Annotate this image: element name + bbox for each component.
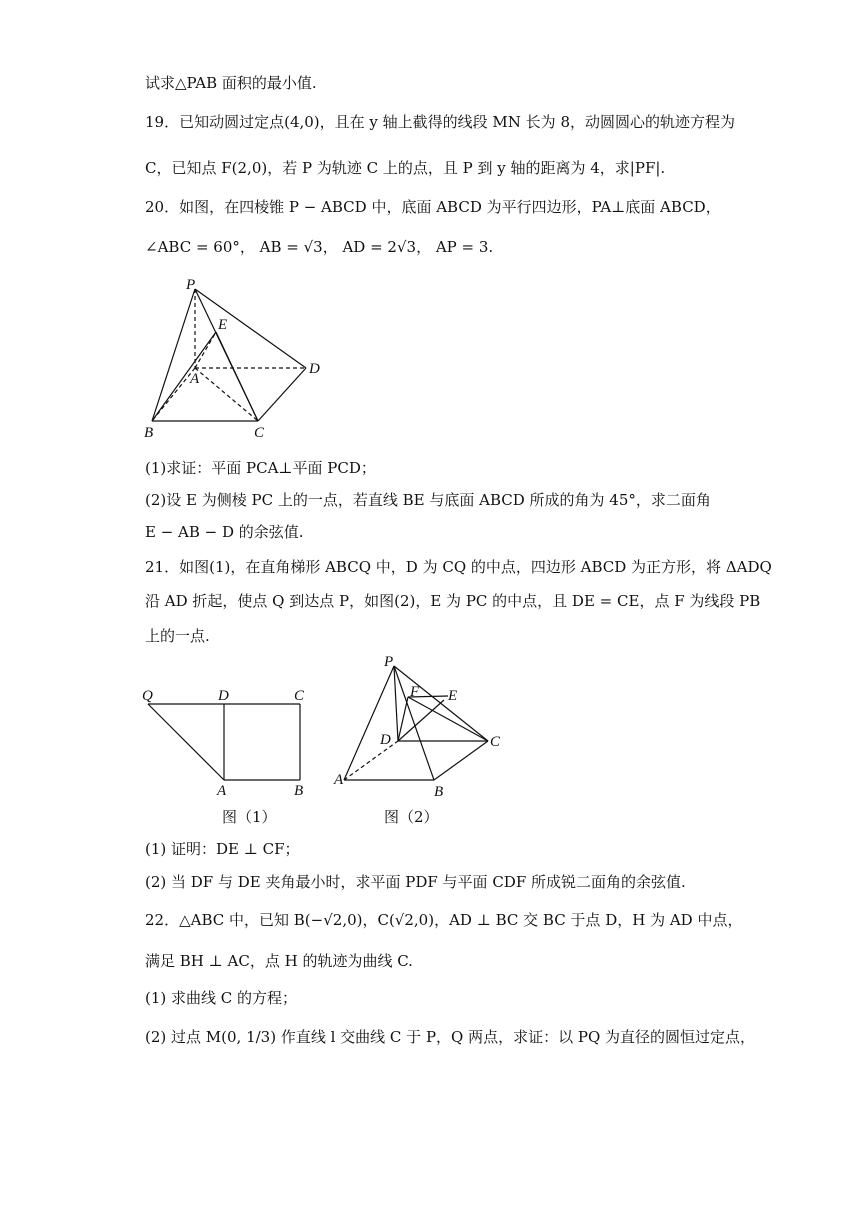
label-E: E [448,688,458,704]
label-B: B [144,425,154,441]
label-C: C [490,734,501,750]
label-B: B [294,783,304,799]
problem-21-line-1: 21．如图(1)，在直角梯形 ABCQ 中，D 为 CQ 的中点，四边形 ABCD 为正方形，将 ΔADQ [145,558,772,576]
pyramid-figure-21-2 [330,652,510,802]
pyramid-figure-20 [140,275,340,445]
problem-21-line-2: 沿 AD 折起，使点 Q 到达点 P，如图(2)，E 为 PC 的中点，且 DE = CE，点 F 为线段 PB [145,592,761,610]
label-P: P [384,654,394,670]
problem-20-line-1: 20．如图，在四棱锥 P − ABCD 中，底面 ABCD 为平行四边形，PA⊥底面 ABCD， [145,198,721,216]
text-line: 试求△PAB 面积的最小值. [145,74,317,92]
label-C: C [254,425,265,441]
label-P: P [186,277,196,293]
problem-19-line-2: C，已知点 F(2,0)，若 P 为轨迹 C 上的点，且 P 到 y 轴的距离为 4，求|PF|. [145,159,666,177]
figure-caption-2: 图（2） [384,808,439,826]
problem-21-part-2: (2) 当 DF 与 DE 夹角最小时，求平面 PDF 与平面 CDF 所成锐二面角的余弦值. [145,873,686,891]
problem-22-part-2: (2) 过点 M(0, 1/3) 作直线 l 交曲线 C 于 P，Q 两点，求证：以 PQ 为直径的圆恒过定点， [145,1028,756,1046]
problem-22-line-1: 22．△ABC 中，已知 B(−√2,0)，C(√2,0)，AD ⊥ BC 交 BC 于点 D，H 为 AD 中点， [145,911,743,929]
problem-22-part-1: (1) 求曲线 C 的方程； [145,989,298,1007]
problem-20-line-2: ∠ABC = 60°， AB = √3， AD = 2√3， AP = 3. [145,238,494,256]
label-B: B [434,784,444,800]
problem-19-line-1: 19．已知动圆过定点(4,0)，且在 y 轴上截得的线段 MN 长为 8，动圆圆心的轨迹方程为 [145,113,735,131]
problem-21-line-3: 上的一点. [145,627,210,645]
problem-21-part-1: (1) 证明：DE ⊥ CF； [145,840,300,858]
problem-22-line-2: 满足 BH ⊥ AC，点 H 的轨迹为曲线 C. [145,952,413,970]
label-F: F [410,684,420,700]
problem-20-part-2-line-2: E − AB − D 的余弦值. [145,523,304,541]
label-A: A [190,371,200,387]
label-A: A [334,772,344,788]
label-D: D [309,361,320,377]
label-D: D [218,688,229,704]
label-C: C [294,688,305,704]
label-D: D [380,732,391,748]
problem-20-part-2-line-1: (2)设 E 为侧棱 PC 上的一点，若直线 BE 与底面 ABCD 所成的角为 45°，求二面角 [145,491,711,509]
problem-20-part-1: (1)求证：平面 PCA⊥平面 PCD； [145,459,376,477]
label-Q: Q [142,688,153,704]
label-E: E [218,317,228,333]
figure-caption-1: 图（1） [222,808,277,826]
trapezoid-figure-21-1 [138,680,338,800]
label-A: A [217,783,227,799]
